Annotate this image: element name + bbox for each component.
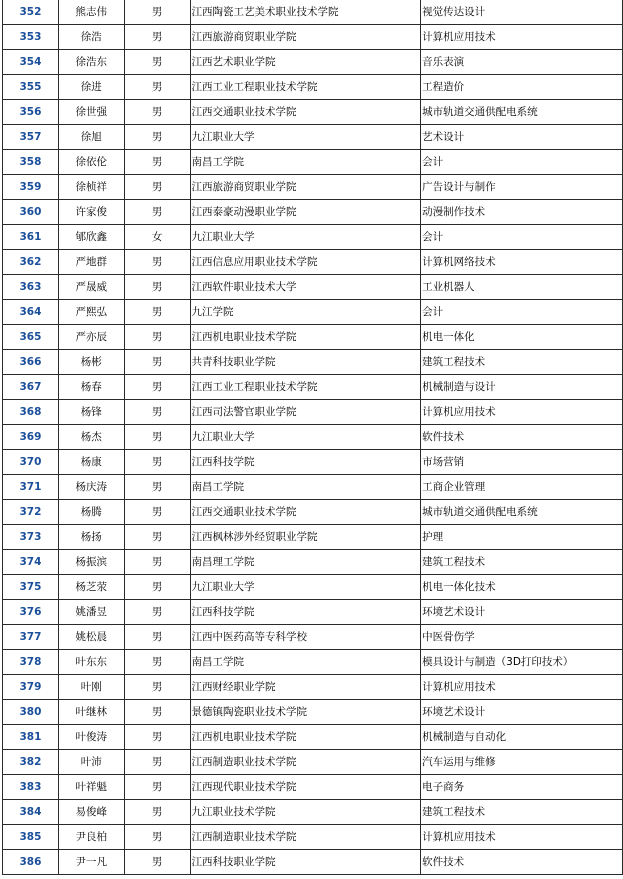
cell-major: 建筑工程技术 xyxy=(421,350,623,375)
cell-number: 371 xyxy=(3,475,59,500)
table-row xyxy=(3,75,623,100)
cell-school: 共青科技职业学院 xyxy=(190,350,421,375)
cell-major: 计算机应用技术 xyxy=(421,675,623,700)
cell-school: 南昌工学院 xyxy=(190,475,421,500)
cell-school: 江西科技学院 xyxy=(190,600,421,625)
cell-major: 机电一体化技术 xyxy=(421,575,623,600)
table-row xyxy=(3,700,623,725)
cell-number: 386 xyxy=(3,850,59,875)
cell-major: 软件技术 xyxy=(421,425,623,450)
table-row xyxy=(3,275,623,300)
cell-major: 计算机网络技术 xyxy=(421,250,623,275)
cell-major: 建筑工程技术 xyxy=(421,800,623,825)
cell-number: 380 xyxy=(3,700,59,725)
cell-major: 动漫制作技术 xyxy=(421,200,623,225)
cell-name: 严晟威 xyxy=(58,275,124,300)
cell-school: 江西机电职业技术学院 xyxy=(190,725,421,750)
cell-number: 364 xyxy=(3,300,59,325)
table-row xyxy=(3,200,623,225)
cell-number: 362 xyxy=(3,250,59,275)
table-row xyxy=(3,375,623,400)
cell-gender: 男 xyxy=(124,550,190,575)
cell-major: 中医骨伤学 xyxy=(421,625,623,650)
table-row xyxy=(3,525,623,550)
cell-gender: 男 xyxy=(124,25,190,50)
cell-major: 计算机应用技术 xyxy=(421,400,623,425)
table-row xyxy=(3,800,623,825)
cell-number: 357 xyxy=(3,125,59,150)
cell-number: 365 xyxy=(3,325,59,350)
table-row xyxy=(3,25,623,50)
cell-school: 江西旅游商贸职业学院 xyxy=(190,25,421,50)
cell-name: 徐世强 xyxy=(58,100,124,125)
cell-school: 江西工业工程职业技术学院 xyxy=(190,75,421,100)
table-row xyxy=(3,675,623,700)
cell-gender: 男 xyxy=(124,325,190,350)
cell-school: 江西枫林涉外经贸职业学院 xyxy=(190,525,421,550)
cell-school: 九江职业技术学院 xyxy=(190,800,421,825)
cell-school: 景德镇陶瓷职业技术学院 xyxy=(190,700,421,725)
cell-gender: 男 xyxy=(124,750,190,775)
cell-number: 360 xyxy=(3,200,59,225)
table-row xyxy=(3,725,623,750)
cell-major: 艺术设计 xyxy=(421,125,623,150)
cell-name: 徐依伦 xyxy=(58,150,124,175)
table-row xyxy=(3,550,623,575)
table-row xyxy=(3,0,623,25)
cell-major: 计算机应用技术 xyxy=(421,25,623,50)
cell-gender: 男 xyxy=(124,250,190,275)
cell-number: 378 xyxy=(3,650,59,675)
cell-school: 九江职业大学 xyxy=(190,425,421,450)
cell-major: 会计 xyxy=(421,300,623,325)
cell-major: 汽车运用与维修 xyxy=(421,750,623,775)
cell-major: 模具设计与制造（3D打印技术） xyxy=(421,650,623,675)
cell-school: 江西交通职业技术学院 xyxy=(190,500,421,525)
cell-gender: 男 xyxy=(124,375,190,400)
cell-gender: 男 xyxy=(124,275,190,300)
cell-school: 江西旅游商贸职业学院 xyxy=(190,175,421,200)
cell-school: 江西工业工程职业技术学院 xyxy=(190,375,421,400)
cell-number: 366 xyxy=(3,350,59,375)
cell-school: 江西制造职业技术学院 xyxy=(190,825,421,850)
table-row xyxy=(3,450,623,475)
table-row xyxy=(3,775,623,800)
cell-name: 尹良柏 xyxy=(58,825,124,850)
cell-name: 叶沛 xyxy=(58,750,124,775)
cell-gender: 男 xyxy=(124,450,190,475)
cell-number: 374 xyxy=(3,550,59,575)
table-row xyxy=(3,325,623,350)
table-row xyxy=(3,100,623,125)
table-row xyxy=(3,150,623,175)
cell-school: 江西司法警官职业学院 xyxy=(190,400,421,425)
cell-gender: 男 xyxy=(124,475,190,500)
cell-number: 384 xyxy=(3,800,59,825)
cell-school: 江西交通职业技术学院 xyxy=(190,100,421,125)
cell-name: 杨康 xyxy=(58,450,124,475)
cell-name: 严亦辰 xyxy=(58,325,124,350)
table-row xyxy=(3,400,623,425)
cell-name: 郇欣鑫 xyxy=(58,225,124,250)
cell-gender: 男 xyxy=(124,100,190,125)
cell-name: 杨杰 xyxy=(58,425,124,450)
cell-major: 视觉传达设计 xyxy=(421,0,623,25)
cell-gender: 男 xyxy=(124,600,190,625)
cell-name: 徐进 xyxy=(58,75,124,100)
cell-name: 叶东东 xyxy=(58,650,124,675)
cell-name: 易俊峰 xyxy=(58,800,124,825)
table-row xyxy=(3,175,623,200)
table-row xyxy=(3,850,623,875)
cell-school: 江西中医药高等专科学校 xyxy=(190,625,421,650)
cell-name: 姚松晨 xyxy=(58,625,124,650)
table-row xyxy=(3,350,623,375)
cell-number: 367 xyxy=(3,375,59,400)
cell-major: 电子商务 xyxy=(421,775,623,800)
table-row xyxy=(3,500,623,525)
cell-major: 城市轨道交通供配电系统 xyxy=(421,500,623,525)
cell-major: 护理 xyxy=(421,525,623,550)
cell-name: 杨锋 xyxy=(58,400,124,425)
cell-gender: 男 xyxy=(124,200,190,225)
table-row xyxy=(3,125,623,150)
cell-major: 软件技术 xyxy=(421,850,623,875)
cell-gender: 男 xyxy=(124,300,190,325)
cell-school: 南昌理工学院 xyxy=(190,550,421,575)
cell-name: 徐浩 xyxy=(58,25,124,50)
table-row xyxy=(3,625,623,650)
cell-name: 熊志伟 xyxy=(58,0,124,25)
cell-major: 会计 xyxy=(421,150,623,175)
cell-gender: 男 xyxy=(124,775,190,800)
cell-major: 市场营销 xyxy=(421,450,623,475)
cell-name: 杨振滨 xyxy=(58,550,124,575)
cell-major: 环境艺术设计 xyxy=(421,600,623,625)
cell-major: 机电一体化 xyxy=(421,325,623,350)
cell-number: 368 xyxy=(3,400,59,425)
table-row xyxy=(3,825,623,850)
cell-number: 381 xyxy=(3,725,59,750)
cell-school: 南昌工学院 xyxy=(190,650,421,675)
cell-number: 352 xyxy=(3,0,59,25)
cell-school: 江西科技学院 xyxy=(190,450,421,475)
cell-name: 杨彬 xyxy=(58,350,124,375)
cell-gender: 男 xyxy=(124,400,190,425)
cell-gender: 男 xyxy=(124,675,190,700)
cell-school: 九江职业大学 xyxy=(190,225,421,250)
cell-name: 尹一凡 xyxy=(58,850,124,875)
cell-number: 376 xyxy=(3,600,59,625)
cell-number: 375 xyxy=(3,575,59,600)
cell-name: 严熙弘 xyxy=(58,300,124,325)
cell-number: 373 xyxy=(3,525,59,550)
cell-gender: 男 xyxy=(124,50,190,75)
cell-number: 372 xyxy=(3,500,59,525)
cell-gender: 男 xyxy=(124,0,190,25)
cell-major: 机械制造与设计 xyxy=(421,375,623,400)
cell-school: 江西陶瓷工艺美术职业技术学院 xyxy=(190,0,421,25)
cell-number: 363 xyxy=(3,275,59,300)
cell-school: 江西软件职业技术大学 xyxy=(190,275,421,300)
cell-gender: 男 xyxy=(124,525,190,550)
cell-major: 音乐表演 xyxy=(421,50,623,75)
cell-gender: 男 xyxy=(124,350,190,375)
table-row xyxy=(3,50,623,75)
cell-major: 环境艺术设计 xyxy=(421,700,623,725)
cell-number: 358 xyxy=(3,150,59,175)
cell-number: 361 xyxy=(3,225,59,250)
cell-major: 工业机器人 xyxy=(421,275,623,300)
cell-school: 江西艺术职业学院 xyxy=(190,50,421,75)
cell-name: 徐浩东 xyxy=(58,50,124,75)
cell-name: 杨庆涛 xyxy=(58,475,124,500)
table-row xyxy=(3,425,623,450)
cell-gender: 男 xyxy=(124,500,190,525)
table-row xyxy=(3,250,623,275)
cell-name: 严地群 xyxy=(58,250,124,275)
cell-number: 359 xyxy=(3,175,59,200)
table-row xyxy=(3,600,623,625)
cell-name: 叶刚 xyxy=(58,675,124,700)
cell-school: 江西制造职业技术学院 xyxy=(190,750,421,775)
cell-name: 杨芝荥 xyxy=(58,575,124,600)
cell-number: 353 xyxy=(3,25,59,50)
cell-gender: 男 xyxy=(124,700,190,725)
cell-gender: 女 xyxy=(124,225,190,250)
cell-major: 工程造价 xyxy=(421,75,623,100)
cell-gender: 男 xyxy=(124,625,190,650)
table-row xyxy=(3,300,623,325)
cell-gender: 男 xyxy=(124,175,190,200)
cell-major: 工商企业管理 xyxy=(421,475,623,500)
cell-name: 叶继林 xyxy=(58,700,124,725)
cell-major: 建筑工程技术 xyxy=(421,550,623,575)
cell-name: 徐旭 xyxy=(58,125,124,150)
cell-school: 九江学院 xyxy=(190,300,421,325)
cell-gender: 男 xyxy=(124,150,190,175)
cell-school: 九江职业大学 xyxy=(190,125,421,150)
table-row xyxy=(3,475,623,500)
cell-number: 354 xyxy=(3,50,59,75)
cell-gender: 男 xyxy=(124,125,190,150)
cell-gender: 男 xyxy=(124,850,190,875)
cell-number: 385 xyxy=(3,825,59,850)
cell-gender: 男 xyxy=(124,800,190,825)
cell-school: 九江职业大学 xyxy=(190,575,421,600)
cell-school: 江西现代职业技术学院 xyxy=(190,775,421,800)
cell-number: 379 xyxy=(3,675,59,700)
cell-number: 356 xyxy=(3,100,59,125)
cell-gender: 男 xyxy=(124,575,190,600)
cell-school: 江西财经职业学院 xyxy=(190,675,421,700)
cell-school: 江西信息应用职业技术学院 xyxy=(190,250,421,275)
roster-table xyxy=(2,0,623,875)
cell-gender: 男 xyxy=(124,825,190,850)
table-row xyxy=(3,750,623,775)
cell-number: 383 xyxy=(3,775,59,800)
table-row xyxy=(3,650,623,675)
cell-number: 355 xyxy=(3,75,59,100)
cell-gender: 男 xyxy=(124,725,190,750)
cell-major: 机械制造与自动化 xyxy=(421,725,623,750)
cell-number: 370 xyxy=(3,450,59,475)
cell-name: 杨春 xyxy=(58,375,124,400)
cell-name: 杨扬 xyxy=(58,525,124,550)
cell-major: 会计 xyxy=(421,225,623,250)
cell-school: 江西泰豪动漫职业学院 xyxy=(190,200,421,225)
cell-number: 377 xyxy=(3,625,59,650)
cell-name: 徐桢祥 xyxy=(58,175,124,200)
cell-school: 南昌工学院 xyxy=(190,150,421,175)
cell-name: 杨腾 xyxy=(58,500,124,525)
cell-number: 369 xyxy=(3,425,59,450)
cell-major: 城市轨道交通供配电系统 xyxy=(421,100,623,125)
cell-major: 计算机应用技术 xyxy=(421,825,623,850)
cell-gender: 男 xyxy=(124,650,190,675)
cell-name: 姚潘昱 xyxy=(58,600,124,625)
cell-gender: 男 xyxy=(124,75,190,100)
table-row xyxy=(3,575,623,600)
cell-name: 许家俊 xyxy=(58,200,124,225)
cell-school: 江西机电职业技术学院 xyxy=(190,325,421,350)
cell-name: 叶俊涛 xyxy=(58,725,124,750)
cell-gender: 男 xyxy=(124,425,190,450)
cell-major: 广告设计与制作 xyxy=(421,175,623,200)
cell-school: 江西科技职业学院 xyxy=(190,850,421,875)
cell-number: 382 xyxy=(3,750,59,775)
cell-name: 叶祥魁 xyxy=(58,775,124,800)
table-row xyxy=(3,225,623,250)
roster-body xyxy=(3,0,623,875)
